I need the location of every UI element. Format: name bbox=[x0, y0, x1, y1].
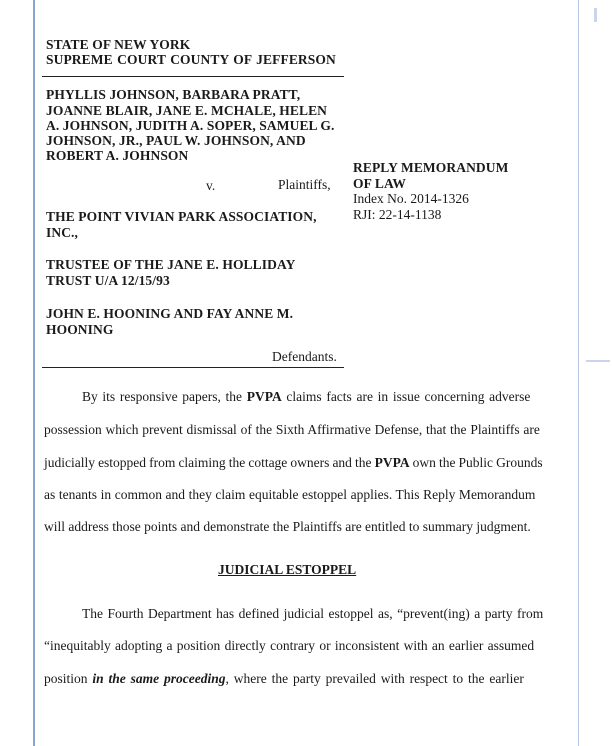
p1-line-2: possession which prevent dismissal of the Sixth Affirmative Defense, that the Plaintiffs are bbox=[44, 422, 540, 437]
plaintiff-line-3: A. JOHNSON, JUDITH A. SOPER, SAMUEL G. bbox=[46, 118, 335, 133]
caption-rule-top bbox=[42, 76, 344, 77]
defendant-3-line-1: JOHN E. HOONING AND FAY ANNE M. bbox=[46, 306, 294, 321]
court-name: SUPREME COURT COUNTY OF JEFFERSON bbox=[46, 52, 336, 67]
p1-text: claims facts are in issue concerning adverse bbox=[281, 389, 531, 404]
rji-number: RJI: 22-14-1138 bbox=[353, 207, 442, 222]
pvpa-abbrev: PVPA bbox=[374, 455, 410, 470]
scan-mark bbox=[586, 360, 610, 362]
defendant-1-line-2: INC., bbox=[46, 225, 79, 240]
index-number: Index No. 2014-1326 bbox=[353, 191, 469, 206]
court-state: STATE OF NEW YORK bbox=[46, 37, 191, 52]
plaintiff-line-1: PHYLLIS JOHNSON, BARBARA PRATT, bbox=[46, 87, 301, 102]
doc-title-line-1: REPLY MEMORANDUM bbox=[353, 160, 509, 175]
p2-line-1: The Fourth Department has defined judicial estoppel as, “prevent(ing) a party from bbox=[82, 606, 544, 621]
p1-line-5: will address those points and demonstrate the Plaintiffs are entitled to summary judgment. bbox=[44, 519, 531, 534]
defendant-1-line-1: THE POINT VIVIAN PARK ASSOCIATION, bbox=[46, 209, 317, 224]
caption-rule-bottom bbox=[42, 367, 344, 368]
p1-text: judicially estopped from claiming the cottage owners and the bbox=[44, 455, 375, 470]
scan-edge-left bbox=[33, 0, 35, 746]
p2-line-2: “inequitably adopting a position directly contrary or inconsistent with an earlier assumed bbox=[44, 638, 535, 653]
versus: v. bbox=[206, 178, 216, 193]
p2-line-3 bbox=[44, 671, 538, 687]
pvpa-abbrev: PVPA bbox=[246, 389, 282, 404]
plaintiffs-label: Plaintiffs, bbox=[278, 177, 331, 192]
plaintiff-line-4: JOHNSON, JR., PAUL W. JOHNSON, AND bbox=[46, 133, 306, 148]
scan-mark bbox=[594, 8, 597, 22]
defendant-2-line-1: TRUSTEE OF THE JANE E. HOLLIDAY bbox=[46, 257, 296, 272]
p2-text: , where the party prevailed with respect to the earlier bbox=[225, 671, 524, 686]
section-heading: JUDICIAL ESTOPPEL bbox=[218, 562, 357, 577]
doc-title-line-2: OF LAW bbox=[353, 176, 406, 191]
p1-line-3 bbox=[44, 455, 543, 471]
p1-text: By its responsive papers, the bbox=[82, 389, 247, 404]
p2-text: position bbox=[44, 671, 93, 686]
scan-edge-right bbox=[578, 0, 579, 746]
defendant-2-line-2: TRUST U/A 12/15/93 bbox=[46, 273, 170, 288]
plaintiff-line-2: JOANNE BLAIR, JANE E. MCHALE, HELEN bbox=[46, 103, 328, 118]
p1-text: own the Public Grounds bbox=[409, 455, 543, 470]
emphasis-text: in the same proceeding bbox=[92, 671, 226, 686]
defendant-3-line-2: HOONING bbox=[46, 322, 114, 337]
p1-line-1 bbox=[44, 389, 538, 405]
defendants-label: Defendants. bbox=[272, 349, 337, 364]
p1-line-4: as tenants in common and they claim equitable estoppel applies. This Reply Memorandum bbox=[44, 487, 536, 502]
plaintiff-line-5: ROBERT A. JOHNSON bbox=[46, 148, 189, 163]
